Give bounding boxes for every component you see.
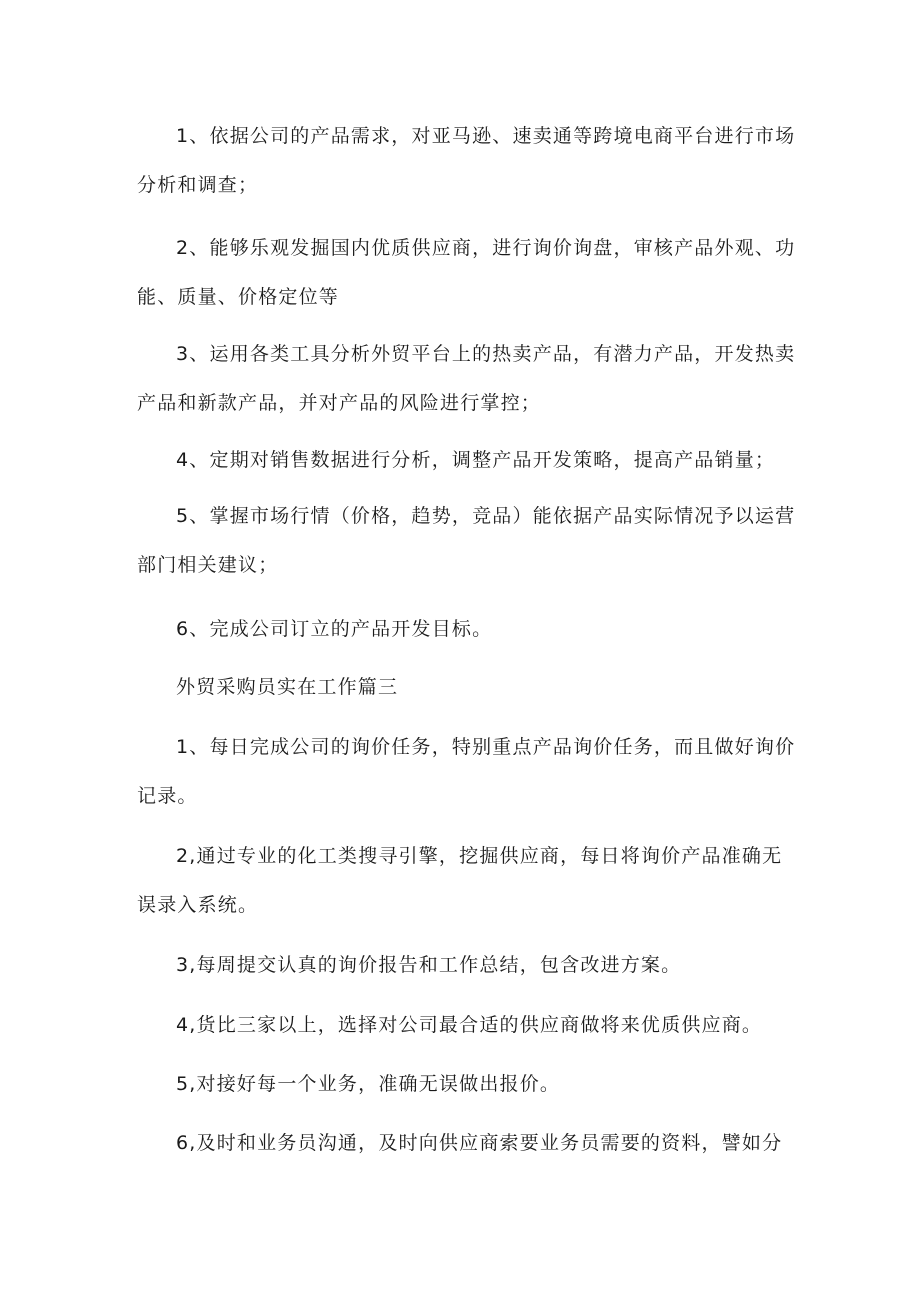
section-item-6-line-1: 6,及时和业务员沟通，及时向供应商索要业务员需要的资料，譬如分 xyxy=(176,1132,783,1154)
list-item-4-line-1: 4、定期对销售数据进行分析，调整产品开发策略，提高产品销量； xyxy=(176,449,776,471)
list-item-3-line-1: 3、运用各类工具分析外贸平台上的热卖产品，有潜力产品，开发热卖 xyxy=(176,343,796,365)
list-item-2-line-2: 能、质量、价格定位等 xyxy=(137,286,340,308)
section-item-2-line-1: 2,通过专业的化工类搜寻引擎，挖掘供应商，每日将询价产品准确无 xyxy=(176,845,783,867)
section-item-2-line-2: 误录入系统。 xyxy=(137,894,259,916)
section-heading: 外贸采购员实在工作篇三 xyxy=(176,676,399,698)
list-item-5-line-2: 部门相关建议； xyxy=(137,554,279,576)
list-item-6-line-1: 6、完成公司订立的产品开发目标。 xyxy=(176,618,493,640)
list-item-3-line-2: 产品和新款产品，并对产品的风险进行掌控； xyxy=(137,392,542,414)
list-item-1-line-1: 1、依据公司的产品需求，对亚马逊、速卖通等跨境电商平台进行市场 xyxy=(176,125,796,147)
list-item-5-line-1: 5、掌握市场行情（价格，趋势，竞品）能依据产品实际情况予以运营 xyxy=(176,505,796,527)
section-item-5-line-1: 5,对接好每一个业务，准确无误做出报价。 xyxy=(176,1073,561,1095)
section-item-4-line-1: 4,货比三家以上，选择对公司最合适的供应商做将来优质供应商。 xyxy=(176,1014,763,1036)
list-item-1-line-2: 分析和调查； xyxy=(137,174,259,196)
section-item-3-line-1: 3,每周提交认真的询价报告和工作总结，包含改进方案。 xyxy=(176,954,682,976)
section-item-1-line-1: 1、每日完成公司的询价任务，特别重点产品询价任务，而且做好询价 xyxy=(176,736,796,758)
section-item-1-line-2: 记录。 xyxy=(137,785,198,807)
list-item-2-line-1: 2、能够乐观发掘国内优质供应商，进行询价询盘，审核产品外观、功 xyxy=(176,237,796,259)
